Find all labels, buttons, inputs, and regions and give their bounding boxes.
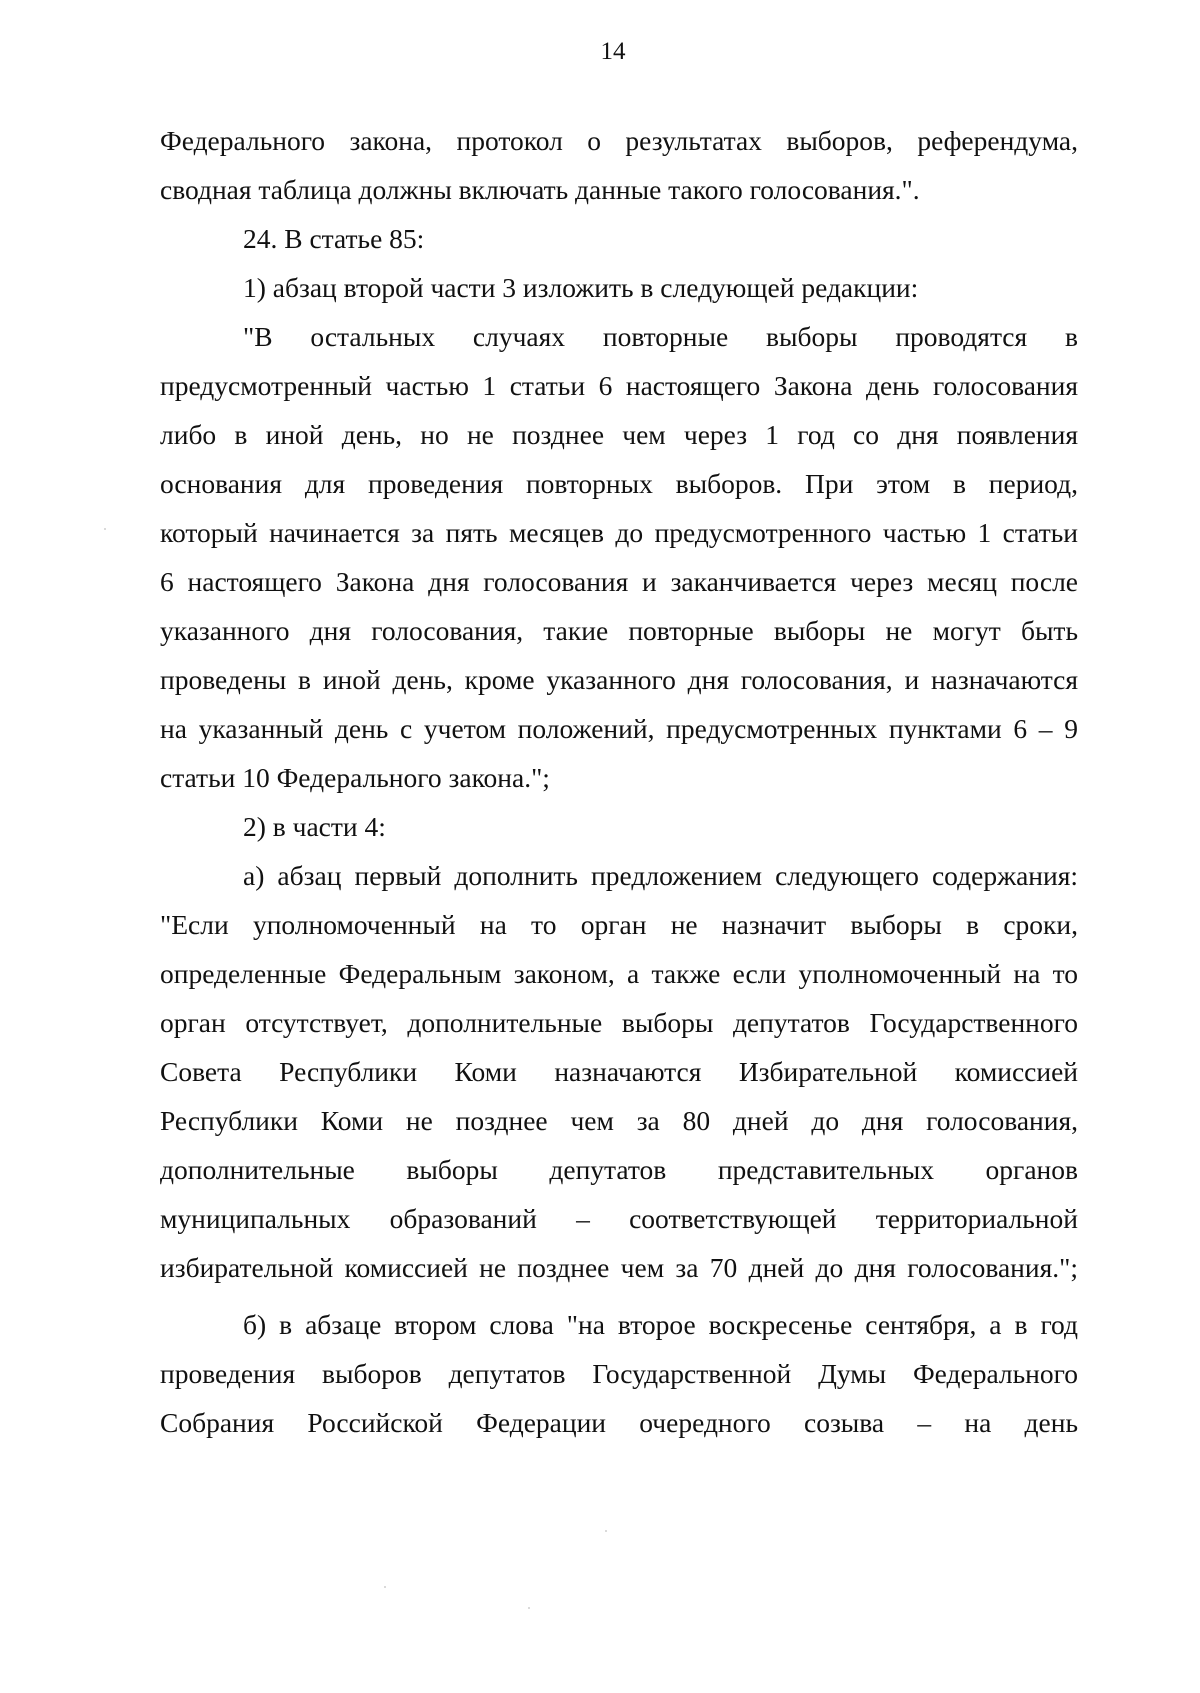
page-number: 14 xyxy=(600,38,626,65)
text-line: б) в абзаце втором слова "на второе воскресенье сентября, а в год xyxy=(243,1309,1078,1340)
text-line: на указанный день с учетом положений, предусмотренных пунктами 6 – 9 xyxy=(160,713,1078,744)
text-line: статьи 10 Федерального закона."; xyxy=(160,762,550,793)
text-line: проведения выборов депутатов Государственной Думы Федерального xyxy=(160,1358,1078,1389)
text-line: Федерального закона, протокол о результатах выборов, референдума, xyxy=(160,125,1078,156)
text-line: дополнительные выборы депутатов представительных органов xyxy=(160,1154,1078,1185)
text-line: Собрания Российской Федерации очередного созыва – на день xyxy=(160,1407,1078,1438)
text-line: "Если уполномоченный на то орган не назначит выборы в сроки, xyxy=(160,909,1078,940)
text-line: 2) в части 4: xyxy=(243,811,386,842)
text-line: Республики Коми не позднее чем за 80 дней до дня голосования, xyxy=(160,1105,1078,1136)
text-line: 24. В статье 85: xyxy=(243,223,425,254)
scan-speck xyxy=(528,1607,530,1609)
text-line: Совета Республики Коми назначаются Избирательной комиссией xyxy=(160,1056,1078,1087)
text-line: избирательной комиссией не позднее чем за 70 дней до дня голосования."; xyxy=(160,1252,1078,1283)
text-line: сводная таблица должны включать данные такого голосования.". xyxy=(160,174,920,205)
text-line: указанного дня голосования, такие повторные выборы не могут быть xyxy=(160,615,1078,646)
scan-speck xyxy=(384,1586,386,1588)
text-line: предусмотренный частью 1 статьи 6 настоящего Закона день голосования xyxy=(160,370,1078,401)
scan-speck xyxy=(605,1530,607,1532)
text-line: 1) абзац второй части 3 изложить в следующей редакции: xyxy=(243,272,919,303)
text-line: орган отсутствует, дополнительные выборы депутатов Государственного xyxy=(160,1007,1078,1038)
text-line: а) абзац первый дополнить предложением следующего содержания: xyxy=(243,860,1078,891)
text-line: который начинается за пять месяцев до предусмотренного частью 1 статьи xyxy=(160,517,1078,548)
text-line: муниципальных образований – соответствующей территориальной xyxy=(160,1203,1078,1234)
text-line: либо в иной день, но не позднее чем через 1 год со дня появления xyxy=(160,419,1078,450)
text-line: основания для проведения повторных выборов. При этом в период, xyxy=(160,468,1078,499)
text-line: 6 настоящего Закона дня голосования и заканчивается через месяц после xyxy=(160,566,1078,597)
text-line: "В остальных случаях повторные выборы проводятся в xyxy=(243,321,1078,352)
document-body xyxy=(160,116,1078,1447)
text-line: проведены в иной день, кроме указанного дня голосования, и назначаются xyxy=(160,664,1078,695)
scan-speck xyxy=(104,528,106,530)
text-line: определенные Федеральным законом, а также если уполномоченный на то xyxy=(160,958,1078,989)
